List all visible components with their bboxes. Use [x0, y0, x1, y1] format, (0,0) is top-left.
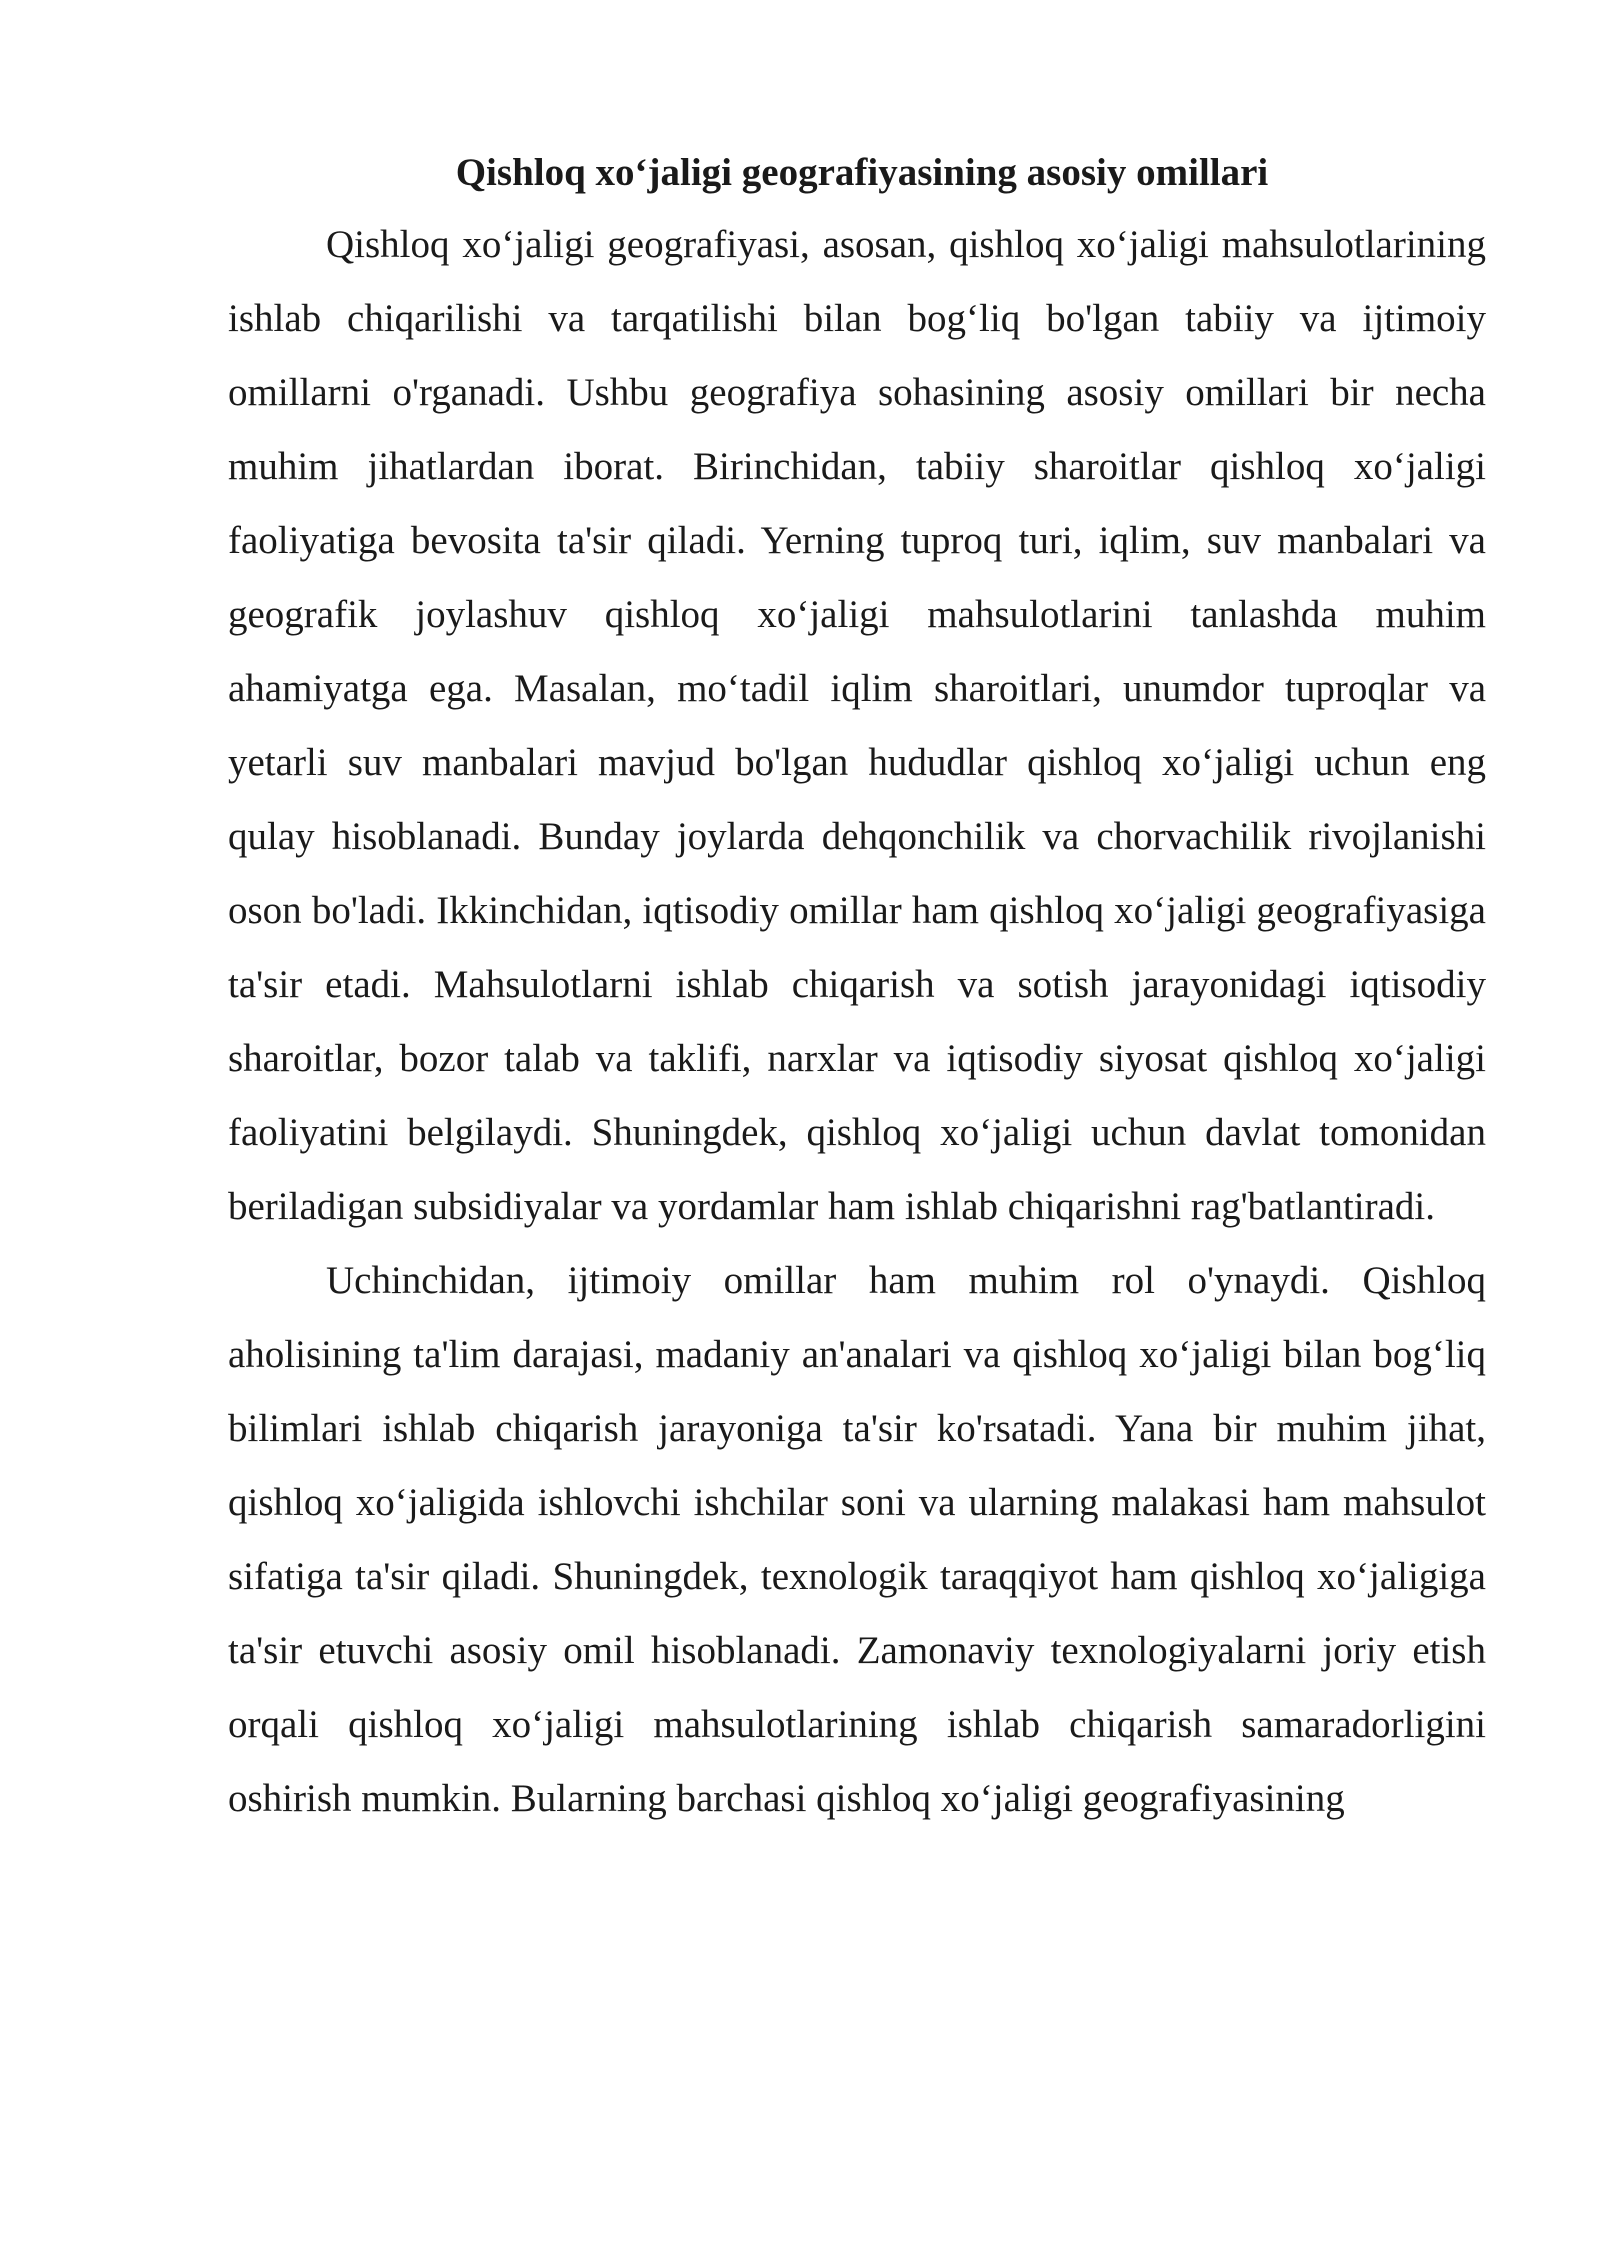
document-body [228, 148, 1486, 1836]
paragraph-social-technological-factors: Uchinchidan, ijtimoiy omillar ham muhim rol o'ynaydi. Qishloq aholisining ta'lim darajasi, madaniy an'analari va qishloq xo‘jaligi bilan bog‘liq bilimlari ishlab chiqarish jarayoniga ta'sir ko'rsatadi. Yana bir muhim jihat, qishloq xo‘jaligida ishlovchi ishchilar soni va ularning malakasi ham mahsulot sifatiga ta'sir qiladi. Shuningdek, texnologik taraqqiyot ham qishloq xo‘jaligiga ta'sir etuvchi asosiy omil hisoblanadi. Zamonaviy texnologiyalarni joriy etish orqali qishloq xo‘jaligi mahsulotlarining ishlab chiqarish samaradorligini oshirish mumkin. Bularning barchasi qishloq xo‘jaligi geografiyasining [228, 1259, 1486, 1820]
document-title: Qishloq xo‘jaligi geografiyasining asosiy omillari [455, 151, 1269, 194]
paragraph-natural-economic-factors: Qishloq xo‘jaligi geografiyasi, asosan, qishloq xo‘jaligi mahsulotlarining ishlab chiqarilishi va tarqatilishi bilan bog‘liq bo'lgan tabiiy va ijtimoiy omillarni o'rganadi. Ushbu geografiya sohasining asosiy omillari bir necha muhim jihatlardan iborat. Birinchidan, tabiiy sharoitlar qishloq xo‘jaligi faoliyatiga bevosita ta'sir qiladi. Yerning tuproq turi, iqlim, suv manbalari va geografik joylashuv qishloq xo‘jaligi mahsulotlarini tanlashda muhim ahamiyatga ega. Masalan, mo‘tadil iqlim sharoitlari, unumdor tuproqlar va yetarli suv manbalari mavjud bo'lgan hududlar qishloq xo‘jaligi uchun eng qulay hisoblanadi. Bunday joylarda dehqonchilik va chorvachilik rivojlanishi oson bo'ladi. Ikkinchidan, iqtisodiy omillar ham qishloq xo‘jaligi geografiyasiga ta'sir etadi. Mahsulotlarni ishlab chiqarish va sotish jarayonidagi iqtisodiy sharoitlar, bozor talab va taklifi, narxlar va iqtisodiy siyosat qishloq xo‘jaligi faoliyatini belgilaydi. Shuningdek, qishloq xo‘jaligi uchun davlat tomonidan beriladigan subsidiyalar va yordamlar ham ishlab chiqarishni rag'batlantiradi. [228, 223, 1486, 1228]
